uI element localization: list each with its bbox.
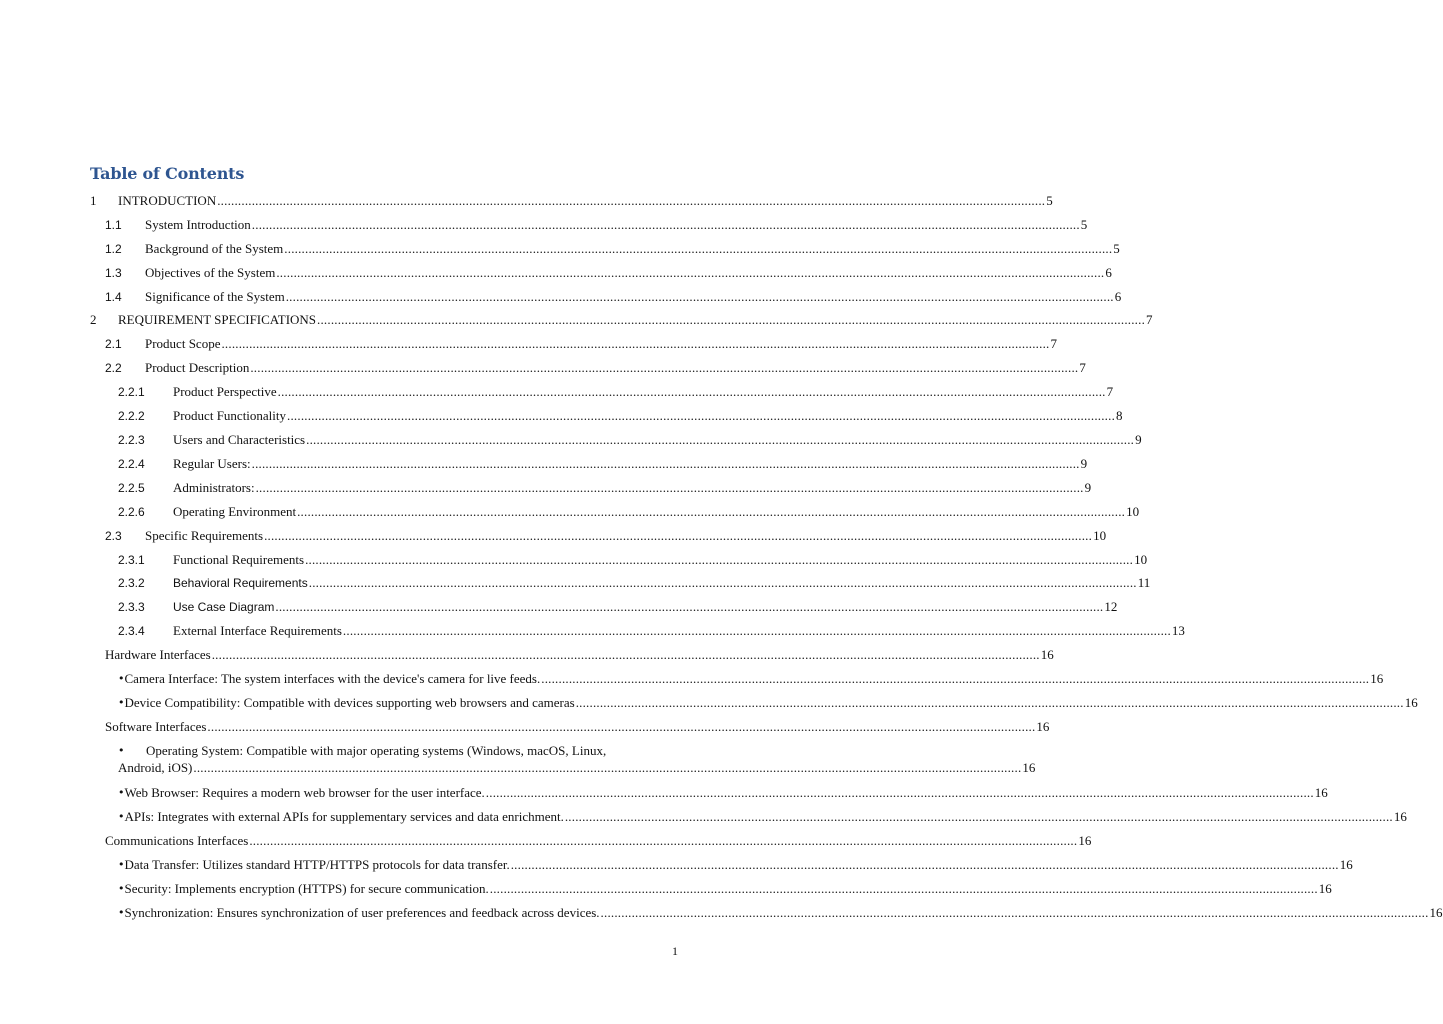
entry-number: 2.2.1 xyxy=(118,385,145,399)
page-number: 1 xyxy=(672,944,678,958)
toc-entry-1[interactable] xyxy=(90,189,1053,209)
toc-entry-2-2-3[interactable] xyxy=(118,428,1142,448)
entry-page: 6 xyxy=(1105,265,1112,280)
toc-entry-camera-interface[interactable] xyxy=(118,667,1384,687)
entry-number: 2.3.3 xyxy=(118,600,145,614)
entry-number: 2.2.3 xyxy=(118,433,145,447)
bullet-icon: • xyxy=(118,858,125,871)
toc-entry-hardware-interfaces[interactable] xyxy=(105,643,1054,663)
entry-title: Use Case Diagram xyxy=(173,600,275,614)
toc-entry-2-3-3[interactable] xyxy=(118,595,1118,615)
entry-page: 9 xyxy=(1135,432,1142,447)
toc-entry-2-2-6[interactable] xyxy=(118,500,1140,520)
toc-entry-data-transfer[interactable] xyxy=(118,853,1353,873)
entry-page: 9 xyxy=(1084,480,1092,495)
entry-page: 7 xyxy=(1050,336,1057,351)
entry-title: Product Functionality xyxy=(173,408,287,423)
entry-page: 16 xyxy=(1404,695,1418,710)
entry-page: 16 xyxy=(1022,760,1036,775)
entry-page: 5 xyxy=(1046,193,1053,208)
entry-page: 16 xyxy=(1370,671,1384,686)
dot-leader xyxy=(207,719,1035,735)
entry-page: 16 xyxy=(1339,857,1353,872)
dot-leader xyxy=(250,360,1078,376)
dot-leader xyxy=(193,760,1021,776)
entry-number: 1.1 xyxy=(105,218,122,232)
entry-number: 1.2 xyxy=(105,242,122,256)
entry-page: 16 xyxy=(1393,809,1407,824)
entry-title: Operating Environment xyxy=(173,504,297,519)
entry-title: Behavioral Requirements xyxy=(173,576,308,590)
bullet-icon: • xyxy=(118,906,125,919)
entry-page: 16 xyxy=(1078,833,1092,848)
bullet-icon: • xyxy=(118,882,125,895)
dot-leader xyxy=(490,881,1318,897)
toc-entry-1-2[interactable] xyxy=(105,237,1120,257)
dot-leader xyxy=(317,312,1145,328)
entry-number: 2.3.1 xyxy=(118,553,145,567)
entry-page: 7 xyxy=(1079,360,1086,375)
dot-leader xyxy=(541,671,1369,687)
dot-leader xyxy=(576,695,1404,711)
entry-page: 5 xyxy=(1113,241,1120,256)
entry-title: Objectives of the System xyxy=(145,265,276,280)
dot-leader xyxy=(249,833,1077,849)
entry-page: 10 xyxy=(1093,528,1107,543)
dot-leader xyxy=(306,432,1134,448)
entry-title: Security: Implements encryption (HTTPS) for secure communication. xyxy=(124,881,489,896)
dot-leader xyxy=(565,809,1393,825)
entry-number: 2.3 xyxy=(105,529,122,543)
entry-title: System Introduction xyxy=(145,217,251,232)
toc-entry-communications-interfaces[interactable] xyxy=(105,829,1092,849)
entry-title: Camera Interface: The system interfaces with the device's camera for live feeds. xyxy=(124,671,541,686)
toc-entry-2[interactable] xyxy=(90,308,1153,328)
toc-entry-software-interfaces[interactable] xyxy=(105,715,1050,735)
entry-title: Software Interfaces xyxy=(105,719,207,734)
entry-number: 2.1 xyxy=(105,337,122,351)
dot-leader xyxy=(212,647,1040,663)
entry-number: 2.3.2 xyxy=(118,576,145,590)
dot-leader xyxy=(217,193,1045,209)
entry-title: REQUIREMENT SPECIFICATIONS xyxy=(118,312,317,327)
entry-page: 6 xyxy=(1114,289,1122,304)
entry-page: 10 xyxy=(1126,504,1140,519)
entry-page: 5 xyxy=(1080,217,1088,232)
dot-leader xyxy=(286,289,1114,305)
entry-page: 16 xyxy=(1036,719,1050,734)
entry-number: 1.3 xyxy=(105,266,122,280)
entry-title: Background of the System xyxy=(145,241,284,256)
toc-title: Table of Contents xyxy=(90,164,245,183)
entry-title: Communications Interfaces xyxy=(105,833,249,848)
entry-title: Administrators: xyxy=(173,480,255,495)
bullet-icon: • xyxy=(118,696,125,709)
toc-entry-operating-system-cont[interactable] xyxy=(118,756,1036,776)
entry-title: INTRODUCTION xyxy=(118,193,217,208)
dot-leader xyxy=(276,265,1104,281)
dot-leader xyxy=(275,599,1103,615)
entry-title: External Interface Requirements xyxy=(173,623,342,638)
entry-page: 13 xyxy=(1171,623,1185,638)
toc-entry-2-2-2[interactable] xyxy=(118,404,1123,424)
dot-leader xyxy=(287,408,1115,424)
toc-entry-1-1[interactable] xyxy=(105,213,1088,233)
dot-leader xyxy=(278,384,1106,400)
entry-number: 2.2.6 xyxy=(118,505,145,519)
entry-title: Synchronization: Ensures synchronization of user preferences and feedback across devices. xyxy=(124,905,600,920)
toc-entry-2-2-5[interactable] xyxy=(118,476,1092,496)
toc-entry-apis[interactable] xyxy=(118,805,1407,825)
dot-leader xyxy=(305,552,1133,568)
entry-title: Web Browser: Requires a modern web browser for the user interface. xyxy=(124,785,485,800)
entry-page: 12 xyxy=(1104,599,1118,614)
bullet-icon: • xyxy=(118,786,125,799)
entry-page: 10 xyxy=(1134,552,1148,567)
toc-entry-security[interactable] xyxy=(118,877,1332,897)
bullet-icon: • xyxy=(118,672,125,685)
entry-page: 11 xyxy=(1137,575,1151,590)
entry-page: 8 xyxy=(1116,408,1123,423)
entry-number: 1.4 xyxy=(105,290,122,304)
entry-number: 2.2 xyxy=(105,361,122,375)
entry-page: 9 xyxy=(1080,456,1088,471)
entry-number: 2.2.5 xyxy=(118,481,145,495)
entry-title: Product Perspective xyxy=(173,384,277,399)
toc-entry-2-3-1[interactable] xyxy=(118,548,1148,568)
entry-title: Specific Requirements xyxy=(145,528,264,543)
entry-page: 16 xyxy=(1429,905,1443,920)
toc-entry-2-3[interactable] xyxy=(105,524,1107,544)
toc-entry-2-3-2[interactable] xyxy=(118,571,1151,591)
entry-number: 2.3.4 xyxy=(118,624,145,638)
toc-entry-device-compatibility[interactable] xyxy=(118,691,1418,711)
toc-entry-2-2-4[interactable] xyxy=(118,452,1088,472)
toc-entry-web-browser[interactable] xyxy=(118,781,1328,801)
toc-entry-1-3[interactable] xyxy=(105,261,1112,281)
dot-leader xyxy=(309,575,1137,591)
dot-leader xyxy=(297,504,1125,520)
dot-leader xyxy=(252,456,1080,472)
toc-entry-synchronization[interactable] xyxy=(118,901,1443,921)
entry-page: 7 xyxy=(1146,312,1153,327)
dot-leader xyxy=(252,217,1080,233)
entry-number: 2.2.2 xyxy=(118,409,145,423)
entry-title: Significance of the System xyxy=(145,289,285,304)
entry-page: 7 xyxy=(1106,384,1114,399)
toc-entry-2-1[interactable] xyxy=(105,332,1057,352)
dot-leader xyxy=(601,905,1429,921)
entry-title: Device Compatibility: Compatible with devices supporting web browsers and cameras xyxy=(124,695,575,710)
dot-leader xyxy=(256,480,1084,496)
entry-number: 1 xyxy=(90,193,97,208)
toc-entry-1-4[interactable] xyxy=(105,285,1122,305)
entry-title: APIs: Integrates with external APIs for supplementary services and data enrichment. xyxy=(124,809,564,824)
entry-title-continued: Android, iOS) xyxy=(118,760,193,775)
entry-page: 16 xyxy=(1040,647,1054,662)
dot-leader xyxy=(486,785,1314,801)
bullet-icon: • xyxy=(118,744,125,757)
dot-leader xyxy=(511,857,1339,873)
entry-page: 16 xyxy=(1314,785,1328,800)
toc-entry-2-2-1[interactable] xyxy=(118,380,1114,400)
toc-entry-2-3-4[interactable] xyxy=(118,619,1185,639)
dot-leader xyxy=(343,623,1171,639)
entry-title: Users and Characteristics xyxy=(173,432,306,447)
entry-number: 2 xyxy=(90,312,97,327)
entry-title: Product Scope xyxy=(145,336,221,351)
toc-entry-2-2[interactable] xyxy=(105,356,1086,376)
entry-number: 2.2.4 xyxy=(118,457,145,471)
entry-page: 16 xyxy=(1318,881,1332,896)
entry-title: Operating System: Compatible with major operating systems (Windows, macOS, Linux, xyxy=(146,743,607,758)
dot-leader xyxy=(264,528,1092,544)
bullet-icon: • xyxy=(118,810,125,823)
dot-leader xyxy=(284,241,1112,257)
entry-title: Regular Users: xyxy=(173,456,251,471)
entry-title: Hardware Interfaces xyxy=(105,647,211,662)
dot-leader xyxy=(221,336,1049,352)
entry-title: Data Transfer: Utilizes standard HTTP/HTTPS protocols for data transfer. xyxy=(124,857,510,872)
entry-title: Functional Requirements xyxy=(173,552,305,567)
entry-title: Product Description xyxy=(145,360,250,375)
